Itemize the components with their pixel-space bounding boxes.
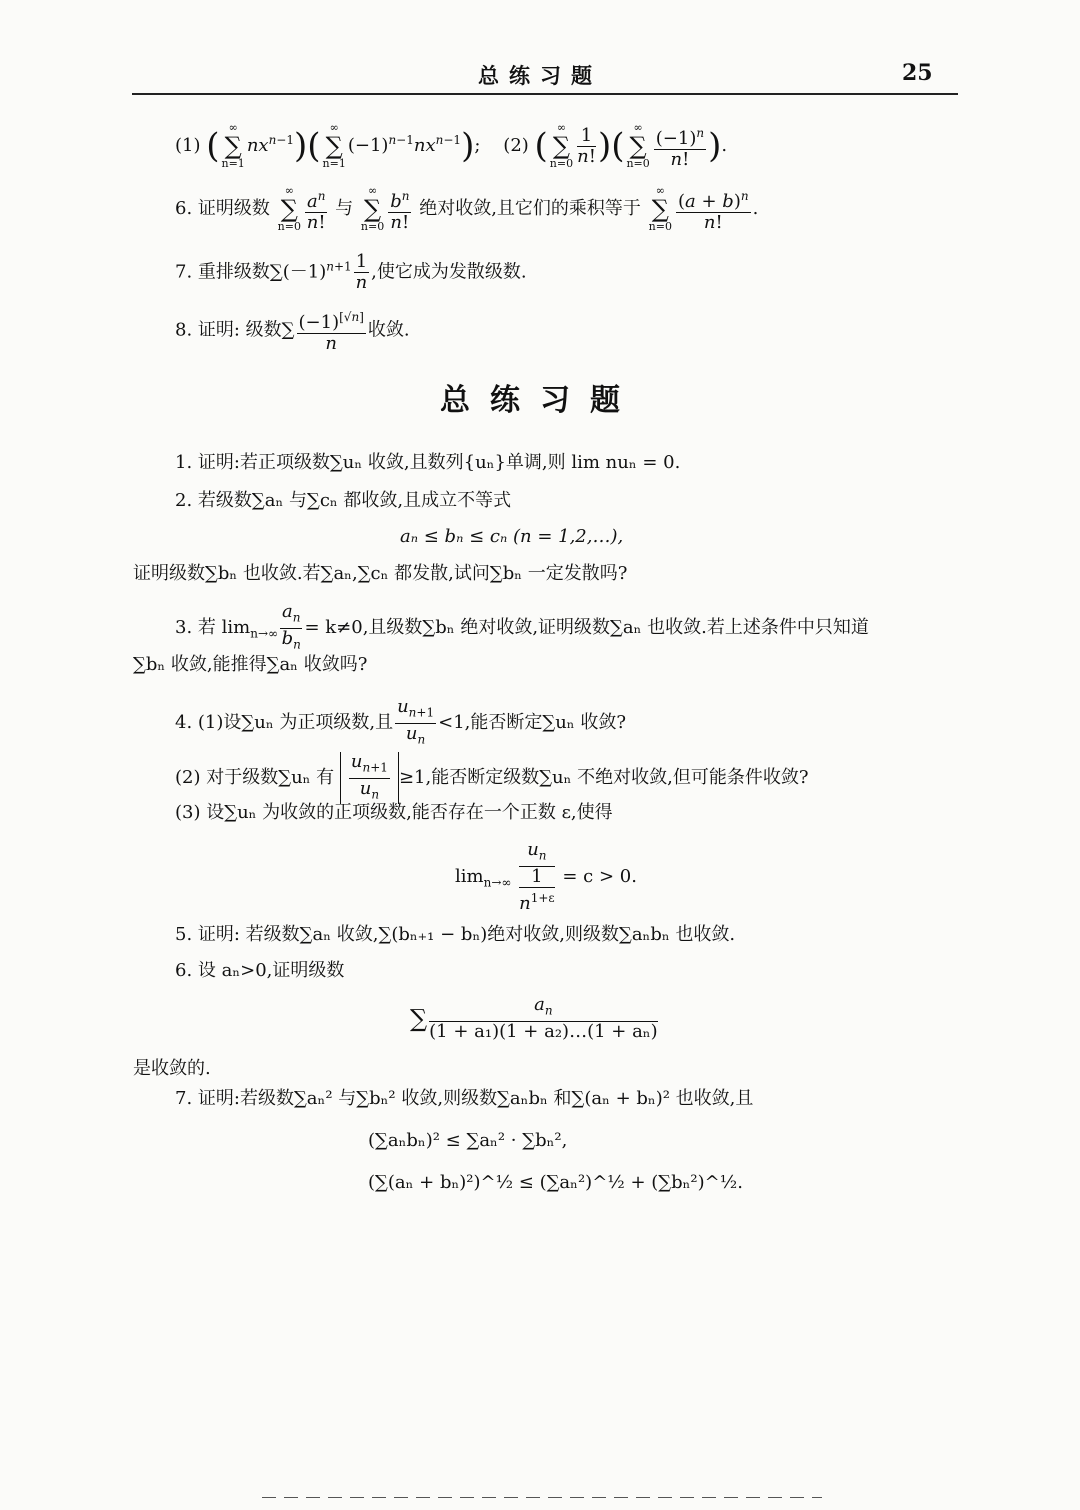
- problem-5: 5. 证明: 若级数∑aₙ 收敛,∑(bₙ₊₁ − bₙ)绝对收敛,则级数∑aₙbₙ 也收敛.: [175, 924, 736, 945]
- section-title: 总练习题: [440, 383, 640, 418]
- item6: 6. 证明级数 ∞ ∑ n=0 $\frac{a^n}{n!}$ 与 ∞ ∑ n=0 $\frac{b^n}{n!}$ 绝对收敛,且它们的乘积等于 ∞ ∑ n=0 $\frac{(a + b)^n}{n!}$ .: [175, 184, 759, 233]
- problem-4-part-1: 4. (1)设∑uₙ 为正项级数,且 $\frac{u_{n+1}}{u_n}$ <1,能否断定∑uₙ 收敛?: [175, 696, 626, 747]
- problem-7-inequality-1: (∑aₙbₙ)² ≤ ∑aₙ² · ∑bₙ²,: [368, 1130, 568, 1151]
- problem-7-inequality-2: (∑(aₙ + bₙ)²)^½ ≤ (∑aₙ²)^½ + (∑bₙ²)^½.: [368, 1172, 743, 1193]
- problem-2-question: 证明级数∑bₙ 也收敛.若∑aₙ,∑cₙ 都发散,试问∑bₙ 一定发散吗?: [133, 563, 628, 584]
- item5-formulas: (1) ( ∞ ∑ $n=1nx^{n-1}$)( ∞ ∑ $n=1(-1)^{n-1}nx^{n-1}$); (2) ( ∞ ∑ n=0 $\frac{1}{n!}$ )( ∞ ∑ n=0 $\frac{(-1)^n}{n!}$ ).: [175, 121, 728, 170]
- problem-1: 1. 证明:若正项级数∑uₙ 收敛,且数列{uₙ}单调,则 lim nuₙ = 0.: [175, 452, 681, 473]
- problem-6-statement: 6. 设 aₙ>0,证明级数: [175, 960, 345, 981]
- problem-2-inequality: aₙ ≤ bₙ ≤ cₙ (n = 1,2,…),: [400, 526, 624, 547]
- problem-4-limit-equation: $\lim_{n\to\infty}$ $\frac{u_n}{\frac{1}{n^{1+\varepsilon}}}$ = c > 0.: [455, 839, 637, 914]
- problem-4-part-2: (2) 对于级数∑uₙ 有 $\frac{u_{n+1}}{u_n}$ ≥1,能否断定级数∑uₙ 不绝对收敛,但可能条件收敛?: [175, 752, 809, 804]
- problem-4-part-3: (3) 设∑uₙ 为收敛的正项级数,能否存在一个正数 ε,使得: [175, 802, 613, 823]
- problem-7-statement: 7. 证明:若级数∑aₙ² 与∑bₙ² 收敛,则级数∑aₙbₙ 和∑(aₙ + bₙ)² 也收敛,且: [175, 1088, 754, 1109]
- problem-6-conclusion: 是收敛的.: [133, 1058, 211, 1079]
- page-number: 25: [902, 60, 933, 86]
- footer-scan-line: [262, 1497, 822, 1498]
- problem-6-series: ∑ $\frac{a_n}{\text{(1 + a₁)(1 + a₂)…(1 + aₙ)}}$: [410, 994, 658, 1042]
- problem-3-statement: 3. 若 $\lim_{n\to\infty}$ $\frac{a_n}{b_n}$ = k≠0,且级数∑bₙ 绝对收敛,证明级数∑aₙ 也收敛.若上述条件中只知道: [175, 601, 869, 652]
- problem-3-question: ∑bₙ 收敛,能推得∑aₙ 收敛吗?: [133, 654, 368, 675]
- problem-2-statement: 2. 若级数∑aₙ 与∑cₙ 都收敛,且成立不等式: [175, 490, 512, 511]
- running-header-title: 总练习题: [478, 64, 602, 88]
- item8: 8. 证明: 级数∑ $\frac{(-1)^{[√n]}}{n}$ 收敛.: [175, 307, 410, 354]
- item7: 7. 重排级数$\sum(-1)^{n+1}$ $\frac{1}{n}$ ,使它成为发散级数.: [175, 251, 527, 293]
- header-rule: [132, 93, 958, 95]
